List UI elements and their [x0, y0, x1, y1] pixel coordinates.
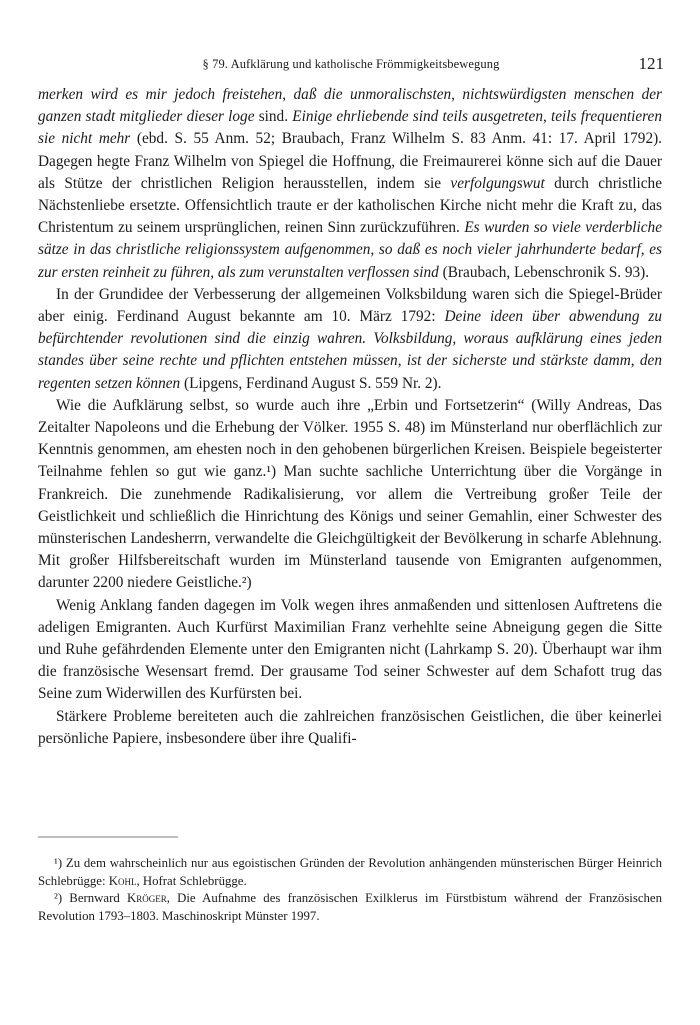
quote: verfolgungswut — [450, 174, 545, 192]
quote: Deine ideen über abwendung zu befürchtender revolutionen sind die einzig wahren. Volksbildung, woraus aufklärung eines jeden standes über seine rechte und pflichten entstehen müssen, ist der sicherste und stärkste damm, den regenten setzen können — [38, 308, 662, 392]
footnote-text: , Hofrat Schlebrügge. — [136, 873, 247, 888]
paragraph-4: Wenig Anklang fanden dagegen im Volk wegen ihres anmaßenden und sittenlosen Auftretens die adeligen Emigranten. Auch Kurfürst Maximilian Franz verhehlte seine Abneigung gegen die Sitte und Ruhe gefährdenden Elemente unter den Emigranten nicht (Lahrkamp S. 20). Überhaupt war ihm die französische Wesensart fremd. Der grausame Tod seiner Schwester auf dem Schafott trug das Seine zum Widerwillen des Kurfürsten bei. — [38, 596, 662, 703]
quote: merken wird es mir jedoch freistehen, daß die unmoralischsten, nichtswürdigsten menschen der ganzen stadt mitglieder dieser loge — [38, 86, 662, 126]
footnote-author: Kröger — [126, 891, 167, 906]
footnote-text: ¹) Zu dem wahrscheinlich nur aus egoistischen Gründen der Revolution anhängenden münsterischen Bürger Heinrich Schlebrügge: — [38, 856, 662, 888]
page-number: 121 — [638, 54, 664, 73]
quote: Einige ehrliebende sind teils ausgetreten, teils frequentieren sie nicht mehr — [38, 108, 662, 148]
footnote-1 — [38, 855, 662, 890]
text-run: sind. — [254, 108, 293, 126]
footnote-separator — [38, 836, 662, 838]
page-header — [38, 54, 664, 78]
footnote-author: Kohl — [108, 873, 137, 888]
paragraph-5: Stärkere Probleme bereiteten auch die zahlreichen französischen Geistlichen, die über keinerlei persönliche Papiere, insbesondere über ihre Qualifi- — [38, 707, 662, 747]
footnote-2 — [38, 890, 662, 925]
text-run: In der Grundidee der Verbesserung der allgemeinen Volksbildung waren sich die Spiegel-Brüder aber einig. Ferdinand August bekannte am 10. März 1792: — [38, 285, 662, 326]
text-run: (Lipgens, Ferdinand August S. 559 Nr. 2). — [180, 374, 442, 392]
quote: Es wurden so viele verderbliche sätze in das christliche religionssystem aufgenommen, so daß es noch vieler jahrhunderte bedarf, es zur ersten reinheit zu führen, als zum verunstalten verflossen sind — [38, 219, 662, 281]
text-run: durch christliche Nächstenliebe ersetzte. Offensichtlich traute er der katholischen Kirche nicht mehr die Kraft zu, das Christentum zu seinem ursprünglichen, reinen Sinn zurückzuführen. — [38, 174, 662, 237]
paragraph-3: Wie die Aufklärung selbst, so wurde auch ihre „Erbin und Fortsetzerin“ (Willy Andreas, Das Zeitalter Napoleons und die Erhebung der Völker. 1955 S. 48) im Münsterland nur oberflächlich zur Kenntnis genommen, am ehesten noch in den gehobenen bürgerlichen Kreisen. Beispiele begeisterter Teilnahme fehlen so gut wie ganz.¹) Man suchte sachliche Unterrichtung über die Vorgänge in Frankreich. Die zunehmende Radikalisierung, vor allem die Vertreibung großer Teile der Geistlichkeit und schließlich die Hinrichtung des Königs und seiner Gemahlin, einer Schwester des münsterischen Landesherrn, verwandelte die Gleichgültigkeit der Bevölkerung in scharfe Ablehnung. Mit großer Hilfsbereitschaft wurden im Münsterland tausende von Emigranten aufgenommen, darunter 2200 niedere Geistliche.²) — [38, 396, 662, 592]
text-run: (Braubach, Lebenschronik S. 93). — [438, 263, 650, 281]
paragraph-1 — [38, 84, 662, 284]
body-text — [38, 84, 662, 750]
footnote-text: ²) Bernward — [54, 891, 127, 906]
paragraph-2 — [38, 284, 662, 395]
running-title: § 79. Aufklärung und katholische Frömmigkeitsbewegung — [202, 57, 500, 71]
footnotes — [38, 855, 662, 925]
text-run: (ebd. S. 55 Anm. 52; Braubach, Franz Wilhelm S. 83 Anm. 41: 17. April 1792). Dagegen hegte Franz Wilhelm von Spiegel die Hoffnung, die Freimaurerei könne sich auf die Dauer als Stütze der christlichen Religion herausstellen, indem sie — [38, 130, 663, 192]
footnote-text: , Die Aufnahme des französischen Exilklerus im Fürstbistum während der Französischen Revolution 1793–1803. Maschinoskript Münster 1997. — [38, 891, 662, 923]
